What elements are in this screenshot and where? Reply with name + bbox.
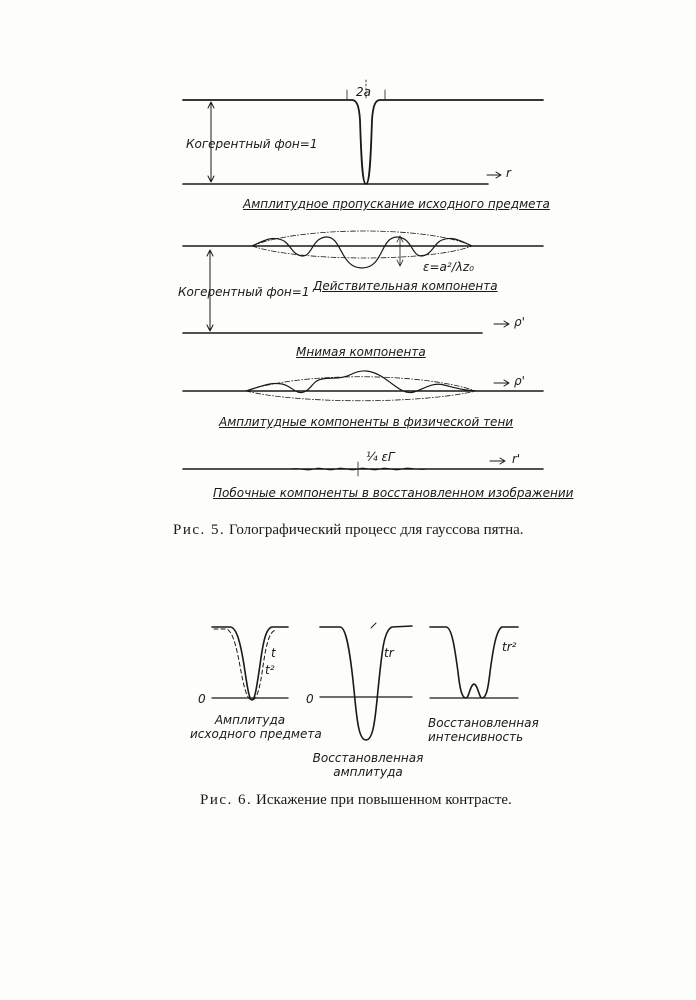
axis-label-rho-1: ρ': [514, 315, 525, 329]
figure-5-number: Рис. 5.: [173, 522, 226, 538]
figure-5-text: Голографический процесс для гауссова пятна.: [229, 522, 524, 538]
fig6-subcaption-c-line1: Восстановленная: [428, 716, 539, 730]
coherent-background-label-1: Когерентный фон=1: [186, 137, 318, 151]
fig6-subcaption-c: [428, 716, 539, 744]
width-label-2a: 2a: [356, 85, 371, 99]
curve-label-t: t: [271, 646, 276, 660]
side-components-title: Побочные компоненты в восстановленном изображении: [213, 486, 574, 500]
figure-6-number: Рис. 6.: [200, 792, 253, 808]
panel1-title: Амплитудное пропускание исходного предмета: [243, 197, 550, 211]
epsilon-label: ε=a²/λz₀: [423, 260, 474, 274]
shadow-component-curve: [246, 371, 476, 393]
curve-tr: [320, 626, 412, 740]
fig6-subcaption-a-line1: Амплитуда: [214, 713, 286, 727]
axis-label-r: r: [506, 166, 511, 180]
imaginary-component-title: Мнимая компонента: [296, 345, 426, 359]
factor-label: ¼ εΓ: [366, 450, 395, 464]
fig6-subcaption-b: [308, 751, 428, 779]
figure-6-caption: [200, 792, 512, 809]
curve-tr2: [430, 627, 518, 698]
curve-label-tr: tr: [384, 646, 394, 660]
fig6-subcaption-b-line1: Восстановленная: [312, 751, 424, 765]
fig6-subcaption-c-line2: интенсивность: [428, 730, 524, 744]
axis-label-rho-2: ρ': [514, 374, 525, 388]
zero-label-b: 0: [306, 692, 314, 706]
curve-label-tr2: tr²: [502, 640, 517, 654]
zero-label-a: 0: [198, 692, 206, 706]
curve-label-t2: t²: [265, 663, 275, 677]
envelope-upper: [252, 231, 472, 246]
shadow-components-title: Амплитудные компоненты в физической тени: [219, 415, 514, 429]
curve-t: [212, 627, 288, 700]
envelope-lower: [252, 246, 472, 258]
figure-5-caption: [173, 522, 524, 539]
fig6-subcaption-a-line2: исходного предмета: [190, 727, 322, 741]
axis-label-r-prime: r': [512, 452, 521, 466]
fig6-subcaption-b-line2: амплитуда: [333, 765, 403, 779]
real-component-title: Действительная компонента: [313, 279, 498, 293]
coherent-background-label-2: Когерентный фон=1: [178, 285, 310, 299]
figure-6-text: Искажение при повышенном контрасте.: [256, 792, 512, 808]
fig6-subcaption-a: [190, 713, 322, 741]
